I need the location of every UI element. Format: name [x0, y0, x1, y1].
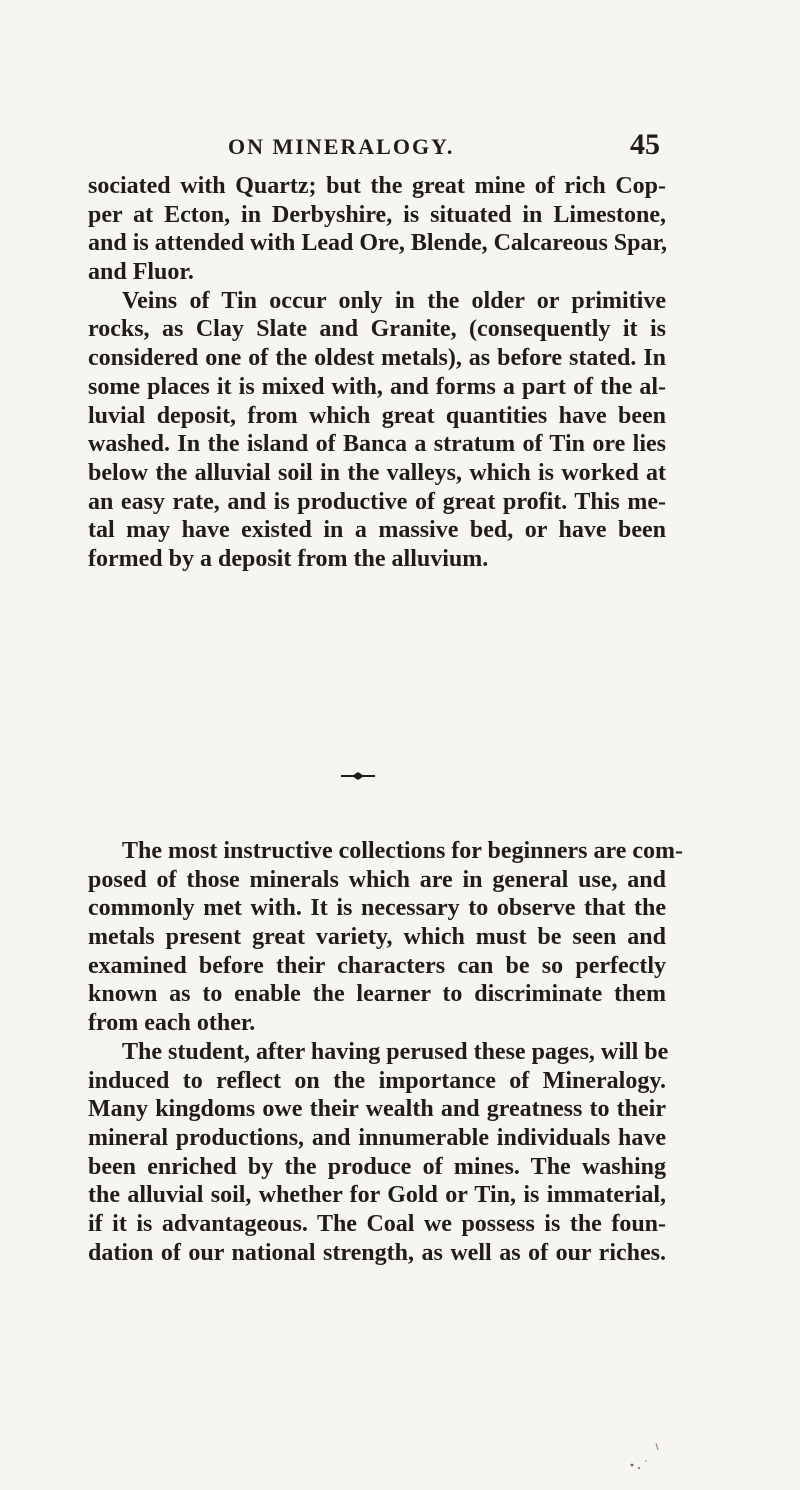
text-line: if it is advantageous. The Coal we possess is the foun-	[88, 1210, 666, 1237]
text-line: below the alluvial soil in the valleys, which is worked at	[88, 459, 666, 486]
running-head	[176, 128, 660, 168]
section-divider-ornament	[340, 769, 376, 783]
text-line: Many kingdoms owe their wealth and greatness to their	[88, 1096, 666, 1123]
text-line: an easy rate, and is productive of great profit. This me-	[88, 488, 666, 515]
running-title: ON MINERALOGY.	[228, 134, 455, 159]
text-line: washed. In the island of Banca a stratum of Tin ore lies	[88, 431, 666, 458]
text-line: induced to reflect on the importance of Mineralogy.	[88, 1067, 666, 1094]
page-number: 45	[630, 128, 660, 161]
text-line: tal may have existed in a massive bed, or have been	[88, 517, 666, 544]
text-line: formed by a deposit from the alluvium.	[88, 545, 489, 572]
paragraphs-tin-and-copper	[88, 172, 666, 574]
text-line: from each other.	[88, 1010, 256, 1037]
text-line: commonly met with. It is necessary to observe that the	[88, 895, 666, 922]
text-line: sociated with Quartz; but the great mine of rich Cop-	[88, 173, 666, 199]
text-line: been enriched by the produce of mines. The washing	[88, 1153, 666, 1180]
text-line: the alluvial soil, whether for Gold or Tin, is immaterial,	[88, 1182, 666, 1209]
text-line: dation of our national strength, as well as of our riches.	[88, 1239, 666, 1266]
text-line: Veins of Tin occur only in the older or primitive	[122, 287, 666, 314]
text-line: examined before their characters can be so perfectly	[88, 952, 666, 979]
text-line: posed of those minerals which are in general use, and	[88, 866, 666, 893]
text-line: The most instructive collections for beginners are com-	[122, 838, 684, 864]
text-line: luvial deposit, from which great quantities have been	[88, 402, 666, 429]
text-line: considered one of the oldest metals), as before stated. In	[88, 345, 666, 372]
paragraphs-collections-and-conclusion	[88, 837, 684, 1267]
text-line: known as to enable the learner to discriminate them	[88, 981, 666, 1008]
text-line: mineral productions, and innumerable individuals have	[88, 1124, 666, 1151]
text-line: and Fluor.	[88, 259, 194, 286]
text-line: metals present great variety, which must be seen and	[88, 924, 666, 951]
text-line: and is attended with Lead Ore, Blende, Calcareous Spar,	[88, 230, 667, 257]
paper-speckles	[590, 1435, 670, 1475]
text-line: rocks, as Clay Slate and Granite, (consequently it is	[88, 316, 666, 343]
text-line: per at Ecton, in Derbyshire, is situated in Limestone,	[88, 201, 666, 228]
text-line: some places it is mixed with, and forms a part of the al-	[88, 373, 666, 400]
text-line: The student, after having perused these pages, will be	[122, 1038, 669, 1065]
